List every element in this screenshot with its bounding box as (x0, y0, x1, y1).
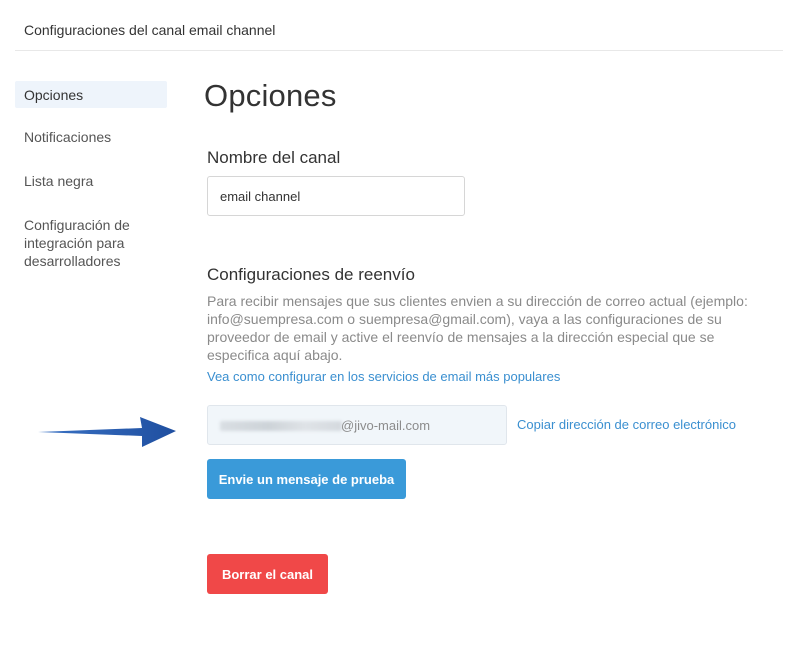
page-header-title: Configuraciones del canal email channel (24, 22, 276, 38)
header (0, 0, 801, 51)
email-services-help-link[interactable]: Vea como configurar en los servicios de email más populares (207, 369, 561, 384)
forwarding-email-field[interactable] (207, 405, 507, 445)
sidebar-item-integracion[interactable]: Configuración de integración para desarrolladores (24, 217, 130, 269)
sidebar-item-lista-negra[interactable]: Lista negra (24, 173, 94, 189)
copy-email-link[interactable]: Copiar dirección de correo electrónico (517, 417, 736, 432)
delete-channel-button[interactable]: Borrar el canal (207, 554, 328, 594)
arrow-pointer-icon (38, 414, 178, 450)
sidebar-item-opciones[interactable]: Opciones (15, 81, 167, 108)
email-domain: @jivo-mail.com (341, 418, 431, 433)
blurred-email-username (220, 421, 342, 431)
channel-name-input[interactable] (207, 176, 465, 216)
sidebar (15, 81, 167, 276)
send-test-message-button[interactable]: Envie un mensaje de prueba (207, 459, 406, 499)
forwarding-section-title: Configuraciones de reenvío (207, 265, 415, 284)
sidebar-item-notificaciones[interactable]: Notificaciones (24, 129, 112, 145)
header-divider (15, 50, 783, 51)
page-title: Opciones (204, 78, 337, 113)
channel-name-label: Nombre del canal (207, 148, 341, 167)
forwarding-description: Para recibir mensajes que sus clientes envien a su dirección de correo actual (ejemplo: info@suempresa.com o suempresa@gmail.com), vaya a las configuraciones de su proveedor de email y active el reenvío de mensajes a la dirección especial que se especifica aquí abajo. (207, 293, 748, 363)
